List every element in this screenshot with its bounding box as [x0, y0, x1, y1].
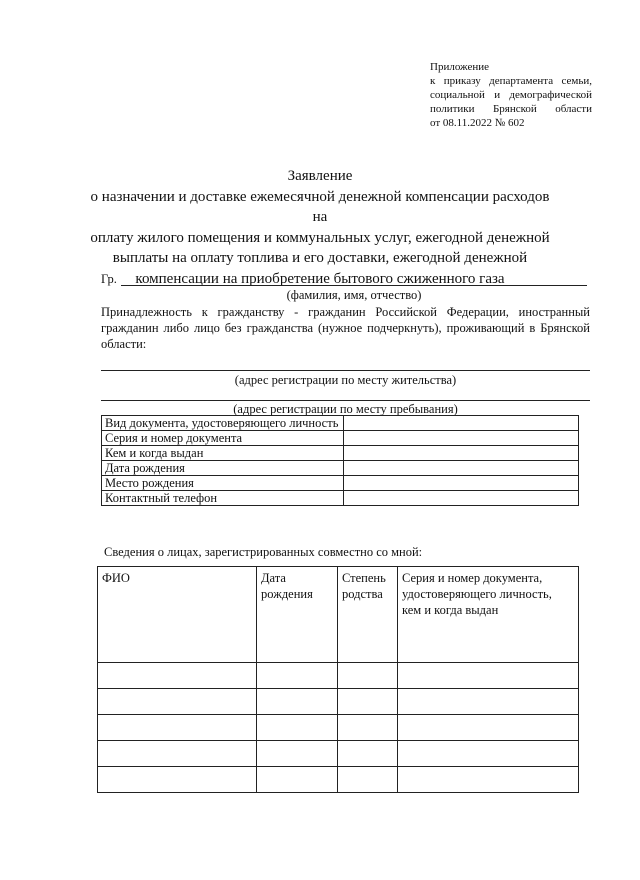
- annex-line: социальной и демографической: [430, 89, 592, 101]
- annex-line: Приложение: [430, 61, 490, 73]
- document-title: [90, 166, 550, 289]
- table-row: [98, 689, 579, 715]
- title-line: оплату жилого помещения и коммунальных услуг, ежегодной денежной: [90, 229, 550, 246]
- identity-document-table: [101, 415, 579, 506]
- table-row: [102, 416, 579, 431]
- table-cell[interactable]: [338, 741, 398, 767]
- table-cell[interactable]: [98, 689, 257, 715]
- table-cell[interactable]: [398, 741, 579, 767]
- row-label: Кем и когда выдан: [102, 446, 344, 461]
- table-row: [102, 431, 579, 446]
- table-cell[interactable]: [398, 663, 579, 689]
- fio-field-line[interactable]: [121, 285, 587, 286]
- annex-block: [430, 60, 592, 130]
- title-line: о назначении и доставке ежемесячной денежной компенсации расходов на: [90, 188, 550, 225]
- table-row: [98, 663, 579, 689]
- table-cell[interactable]: [338, 689, 398, 715]
- fio-caption: (фамилия, имя, отчество): [286, 288, 422, 302]
- annex-line: политики Брянской области: [430, 103, 592, 115]
- table-row: [102, 491, 579, 506]
- row-value-cell[interactable]: [344, 431, 579, 446]
- row-label: Место рождения: [102, 476, 344, 491]
- table-cell[interactable]: [398, 767, 579, 793]
- stay-address-line[interactable]: [101, 400, 590, 401]
- table-cell[interactable]: [257, 689, 338, 715]
- table-row: [98, 715, 579, 741]
- row-value-cell[interactable]: [344, 416, 579, 431]
- row-label: Контактный телефон: [102, 491, 344, 506]
- table-cell[interactable]: [338, 663, 398, 689]
- table-cell[interactable]: [338, 767, 398, 793]
- stay-address-caption: (адрес регистрации по месту пребывания): [233, 402, 458, 416]
- table-cell[interactable]: [98, 741, 257, 767]
- title-heading: Заявление: [287, 168, 353, 184]
- residence-address-line[interactable]: [101, 370, 590, 371]
- table-cell[interactable]: [338, 715, 398, 741]
- row-label: Серия и номер документа: [102, 431, 344, 446]
- table-cell[interactable]: [398, 715, 579, 741]
- table-header-row: [98, 567, 579, 663]
- cohabitants-label: Сведения о лицах, зарегистрированных совместно со мной:: [104, 545, 423, 559]
- table-row: [102, 446, 579, 461]
- row-label: Вид документа, удостоверяющего личность: [102, 416, 344, 431]
- title-line: выплаты на оплату топлива и его доставки, ежегодной денежной: [112, 250, 528, 266]
- table-row: [102, 476, 579, 491]
- column-header-relation: Степень родства: [338, 567, 398, 663]
- residence-address-caption: (адрес регистрации по месту жительства): [234, 373, 457, 387]
- cohabitants-table: [97, 566, 579, 793]
- row-value-cell[interactable]: [344, 446, 579, 461]
- table-cell[interactable]: [257, 741, 338, 767]
- table-row: [98, 741, 579, 767]
- row-value-cell[interactable]: [344, 476, 579, 491]
- citizen-prefix: Гр.: [101, 272, 117, 286]
- row-label: Дата рождения: [102, 461, 344, 476]
- table-cell[interactable]: [98, 715, 257, 741]
- citizenship-text: Принадлежность к гражданству - гражданин Российской Федерации, иностранный гражданин либо лицо без гражданства (нужное подчеркнуть), проживающий в Брянской области:: [101, 305, 590, 351]
- table-cell[interactable]: [98, 663, 257, 689]
- column-header-document: Серия и номер документа, удостоверяющего личность, кем и когда выдан: [398, 567, 579, 663]
- title-line: компенсации на приобретение бытового сжиженного газа: [135, 270, 505, 287]
- table-cell[interactable]: [257, 767, 338, 793]
- row-value-cell[interactable]: [344, 491, 579, 506]
- table-row: [102, 461, 579, 476]
- table-row: [98, 767, 579, 793]
- table-cell[interactable]: [257, 715, 338, 741]
- column-header-birthdate: Дата рождения: [257, 567, 338, 663]
- annex-line: от 08.11.2022 № 602: [430, 117, 525, 129]
- table-cell[interactable]: [398, 689, 579, 715]
- row-value-cell[interactable]: [344, 461, 579, 476]
- annex-line: к приказу департамента семьи,: [430, 75, 592, 87]
- table-cell[interactable]: [257, 663, 338, 689]
- table-cell[interactable]: [98, 767, 257, 793]
- column-header-fio: ФИО: [98, 567, 257, 663]
